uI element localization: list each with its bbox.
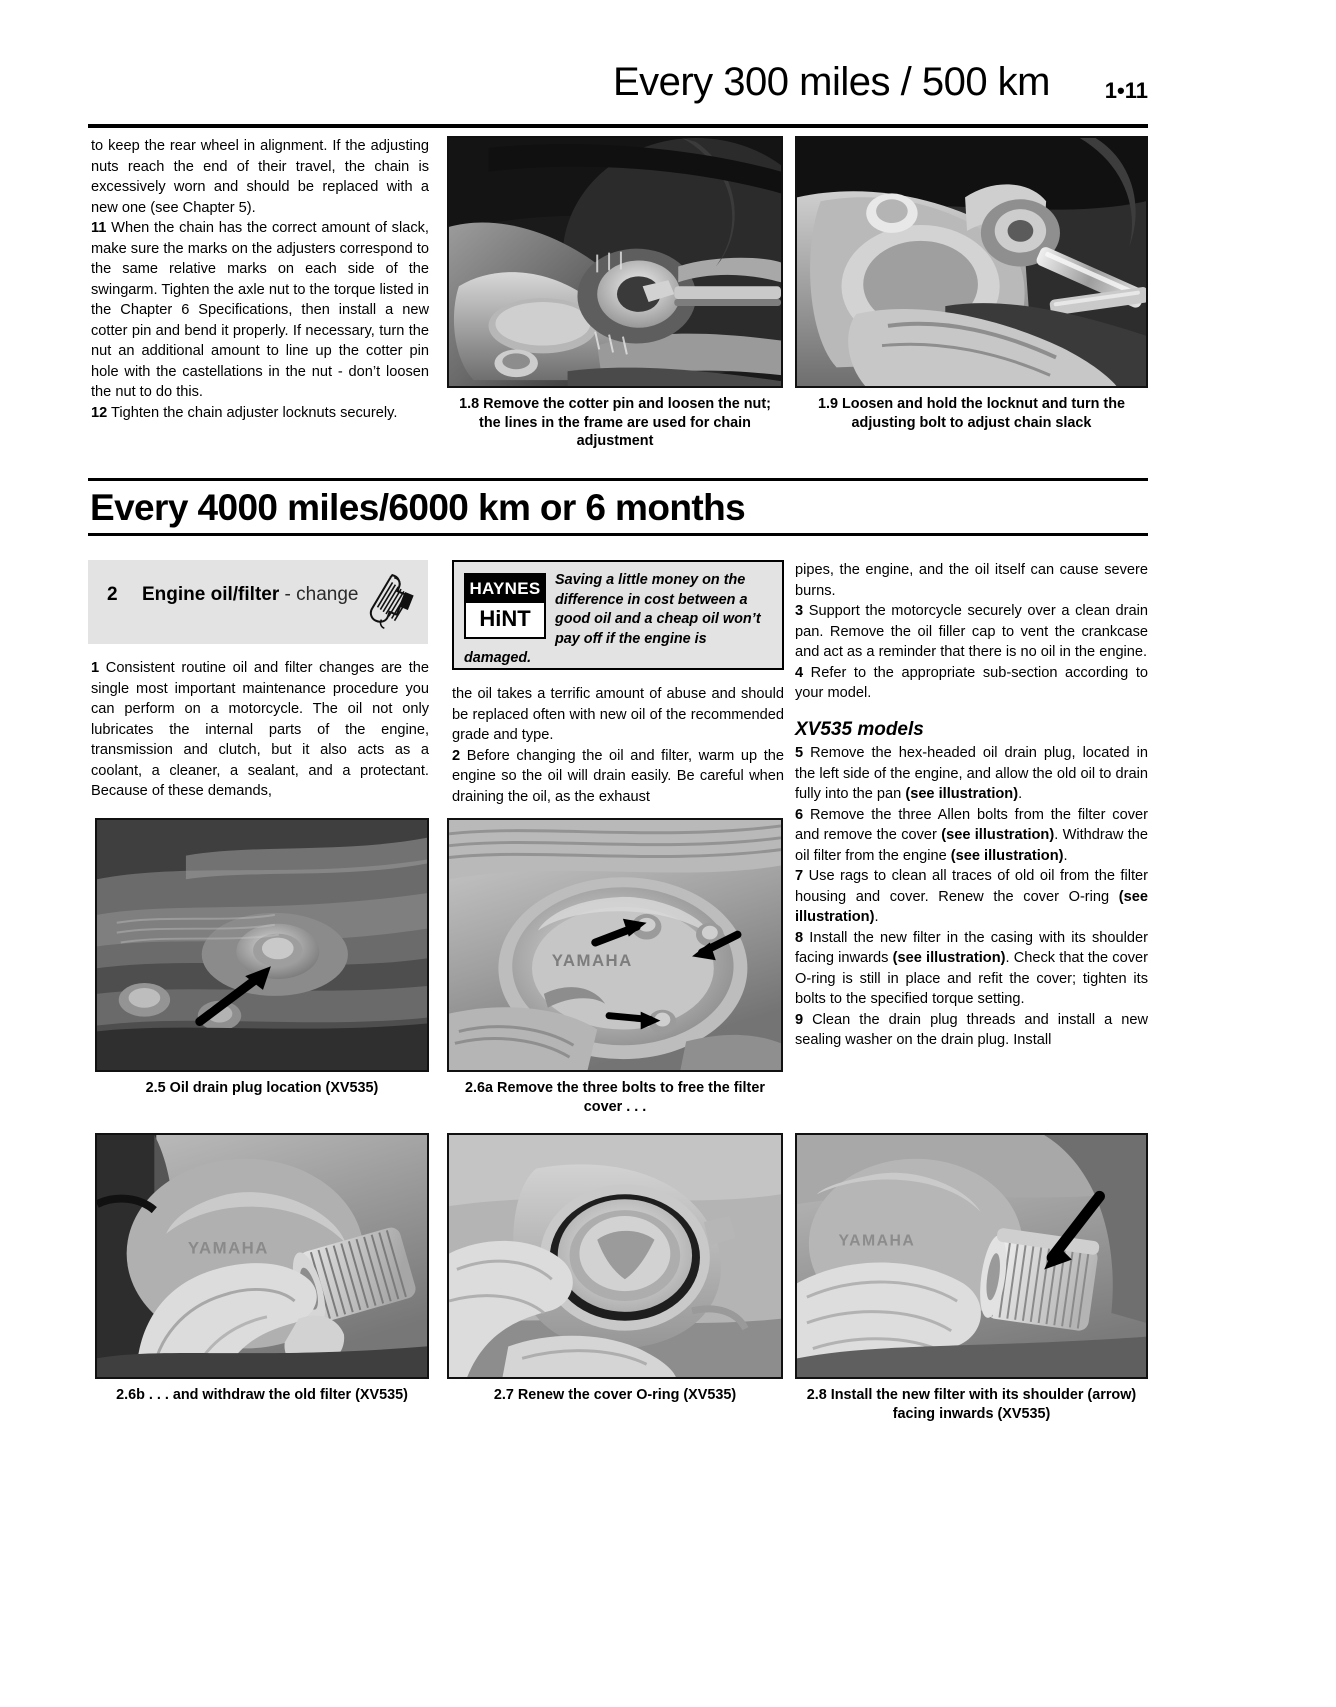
step-number-5: 5	[795, 745, 804, 761]
paragraph-5-tail: .	[1018, 786, 1023, 802]
paragraph-6-mid: . Withdraw the oil filter from the engine	[795, 827, 1148, 864]
paragraph-4	[795, 663, 1148, 704]
paragraph-5-text: Remove the hex-headed oil drain plug, located in the left side of the engine, and allow the old oil to drain fully into the pan	[795, 745, 1148, 802]
section-title-box	[88, 560, 428, 644]
page-title: Every 300 miles / 500 km	[612, 60, 1050, 104]
page-number: 1•11	[1104, 78, 1148, 103]
figure-2-6b	[95, 1133, 429, 1405]
figure-2-6a	[447, 818, 783, 1116]
top-left-text-column	[91, 136, 429, 423]
step-number-8: 8	[795, 929, 804, 946]
step-number-1: 1	[91, 660, 100, 676]
haynes-hint-logo	[464, 573, 546, 639]
figure-1-9	[795, 136, 1148, 432]
paragraph-6-text: Remove the three Allen bolts from the filter cover and remove the cover	[795, 806, 1148, 843]
paragraph-continued-right: pipes, the engine, and the oil itself can cause severe burns.	[795, 562, 1148, 599]
paragraph-2-text: Before changing the oil and filter, warm up the engine so the oil will drain easily. Be careful when draining the oil, as the exhaust	[452, 747, 784, 805]
spanner-icon-svg	[368, 570, 420, 636]
figure-2-5-caption: 2.5 Oil drain plug location (XV535)	[145, 1080, 379, 1096]
step-number-4: 4	[795, 664, 804, 681]
paragraph-8	[795, 928, 1148, 1010]
section-number: 2	[107, 584, 118, 605]
body-middle-column	[452, 684, 784, 807]
header-divider	[88, 124, 1148, 128]
paragraph-12	[91, 403, 429, 424]
paragraph-5	[795, 743, 1148, 805]
see-illustration-8: (see illustration)	[892, 950, 1006, 966]
see-illustration-5: (see illustration)	[905, 786, 1019, 802]
photo-artwork	[449, 820, 781, 1071]
paragraph-7	[795, 866, 1148, 928]
paragraph-2	[452, 746, 784, 808]
figure-1-9-caption: 1.9 Loosen and hold the locknut and turn the adjusting bolt to adjust chain slack	[817, 396, 1125, 431]
step-number-11: 11	[91, 220, 107, 236]
subheading-xv535: XV535 models	[795, 718, 924, 740]
paragraph-6-tail: .	[1063, 847, 1068, 864]
section-title-light: - change	[284, 584, 359, 605]
figure-2-6a-photo	[447, 818, 783, 1072]
figure-2-6b-photo	[95, 1133, 429, 1379]
photo-artwork	[797, 138, 1146, 387]
paragraph-3-text: Support the motorcycle securely over a clean drain pan. Remove the oil filler cap to vent the crankcase and act as a reminder that there is no oil in the engine.	[795, 603, 1148, 660]
photo-artwork	[97, 1135, 427, 1378]
step-number-2: 2	[452, 747, 461, 764]
paragraph-8-text: Install the new filter in the casing with its shoulder facing inwards	[795, 929, 1148, 966]
figure-2-8-caption: 2.8 Install the new filter with its shoulder (arrow) facing inwards (XV535)	[806, 1387, 1137, 1422]
paragraph-7-tail: .	[874, 909, 879, 925]
figure-2-6b-caption: 2.6b . . . and withdraw the old filter (XV535)	[116, 1387, 408, 1403]
spanner-icon	[368, 570, 420, 636]
see-illustration-6b: (see illustration)	[950, 847, 1064, 864]
page-header	[88, 58, 1148, 120]
paragraph-7-text: Use rags to clean all traces of old oil from the filter housing and cover. Renew the cover O-ring	[795, 868, 1148, 905]
figure-2-7-photo	[447, 1133, 783, 1379]
figure-2-6a-caption: 2.6a Remove the three bolts to free the filter cover . . .	[465, 1080, 765, 1115]
section-band	[88, 478, 1148, 536]
paragraph-1	[91, 658, 429, 802]
photo-artwork	[97, 820, 427, 1071]
paragraph-1-text: Consistent routine oil and filter changes are the single most important maintenance procedure you can perform on a motorcycle. The oil not only lubricates the internal parts of the engine, transmission and clutch, but it also acts as a coolant, a cleaner, a sealant, and a protectant. Because of these demands,	[91, 660, 429, 799]
paragraph-11	[91, 218, 429, 403]
figure-1-8	[447, 136, 783, 451]
see-illustration-7: (see illustration)	[795, 888, 1148, 925]
band-rule-bottom	[88, 533, 1148, 536]
engine-brand-text: YAMAHA	[551, 951, 633, 971]
paragraph-continued: to keep the rear wheel in alignment. If the adjusting nuts reach the end of their travel, the chain is excessively worn and should be replaced with a new one (see Chapter 5).	[91, 138, 429, 216]
figure-1-8-photo	[447, 136, 783, 388]
figure-2-8	[795, 1133, 1148, 1423]
section-title	[142, 584, 358, 606]
paragraph-9-text: Clean the drain plug threads and install a new sealing washer on the drain plug. Install	[795, 1011, 1148, 1048]
paragraph-continued-mid: the oil takes a terrific amount of abuse and should be replaced often with new oil of the recommended grade and type.	[452, 686, 784, 743]
see-illustration-6a: (see illustration)	[941, 827, 1055, 843]
paragraph-9	[795, 1010, 1148, 1051]
photo-artwork	[797, 1135, 1146, 1378]
haynes-hint-text: Saving a little money on the difference in cost between a good oil and a cheap oil won’t pay off if the engine is damaged.	[464, 572, 761, 666]
photo-artwork	[449, 138, 781, 387]
haynes-hint-box	[452, 560, 784, 670]
figure-2-5-photo	[95, 818, 429, 1072]
engine-brand-text: YAMAHA	[838, 1232, 916, 1250]
step-number-12: 12	[91, 404, 108, 421]
body-left-column	[91, 658, 429, 802]
figure-2-5	[95, 818, 429, 1098]
figure-1-9-photo	[795, 136, 1148, 388]
step-number-6: 6	[795, 806, 804, 823]
figure-1-8-caption: 1.8 Remove the cotter pin and loosen the nut; the lines in the frame are used for chain adjustment	[459, 396, 771, 449]
photo-artwork	[449, 1135, 781, 1378]
figure-2-7-caption: 2.7 Renew the cover O-ring (XV535)	[493, 1387, 737, 1403]
step-number-7: 7	[795, 868, 804, 884]
paragraph-6	[795, 805, 1148, 867]
haynes-logo-bottom: HiNT	[466, 603, 544, 635]
paragraph-12-text: Tighten the chain adjuster locknuts securely.	[107, 404, 398, 421]
paragraph-3	[795, 601, 1148, 663]
section-title-bold: Engine oil/filter	[142, 584, 280, 605]
step-number-9: 9	[795, 1011, 804, 1028]
engine-brand-text: YAMAHA	[187, 1238, 269, 1258]
figure-2-7	[447, 1133, 783, 1405]
figure-2-8-photo	[795, 1133, 1148, 1379]
step-number-3: 3	[795, 603, 804, 619]
paragraph-4-text: Refer to the appropriate sub-section according to your model.	[795, 664, 1148, 701]
band-title: Every 4000 miles/6000 km or 6 months	[90, 487, 746, 528]
paragraph-11-text: When the chain has the correct amount of slack, make sure the marks on the adjusters correspond to the same relative marks on each side of the swingarm. Tighten the axle nut to the torque listed in the Chapter 6 Specifications, then install a new cotter pin and bend it properly. If necessary, turn the nut an additional amount to line up the cotter pin hole with the castellations in the nut - don’t loosen the nut to do this.	[91, 220, 429, 400]
haynes-logo-top: HAYNES	[466, 575, 544, 603]
paragraph-8-tail: . Check that the cover O-ring is still in place and refit the cover; tighten its bolts to the specified torque setting.	[795, 950, 1148, 1007]
body-right-column	[795, 560, 1148, 1051]
